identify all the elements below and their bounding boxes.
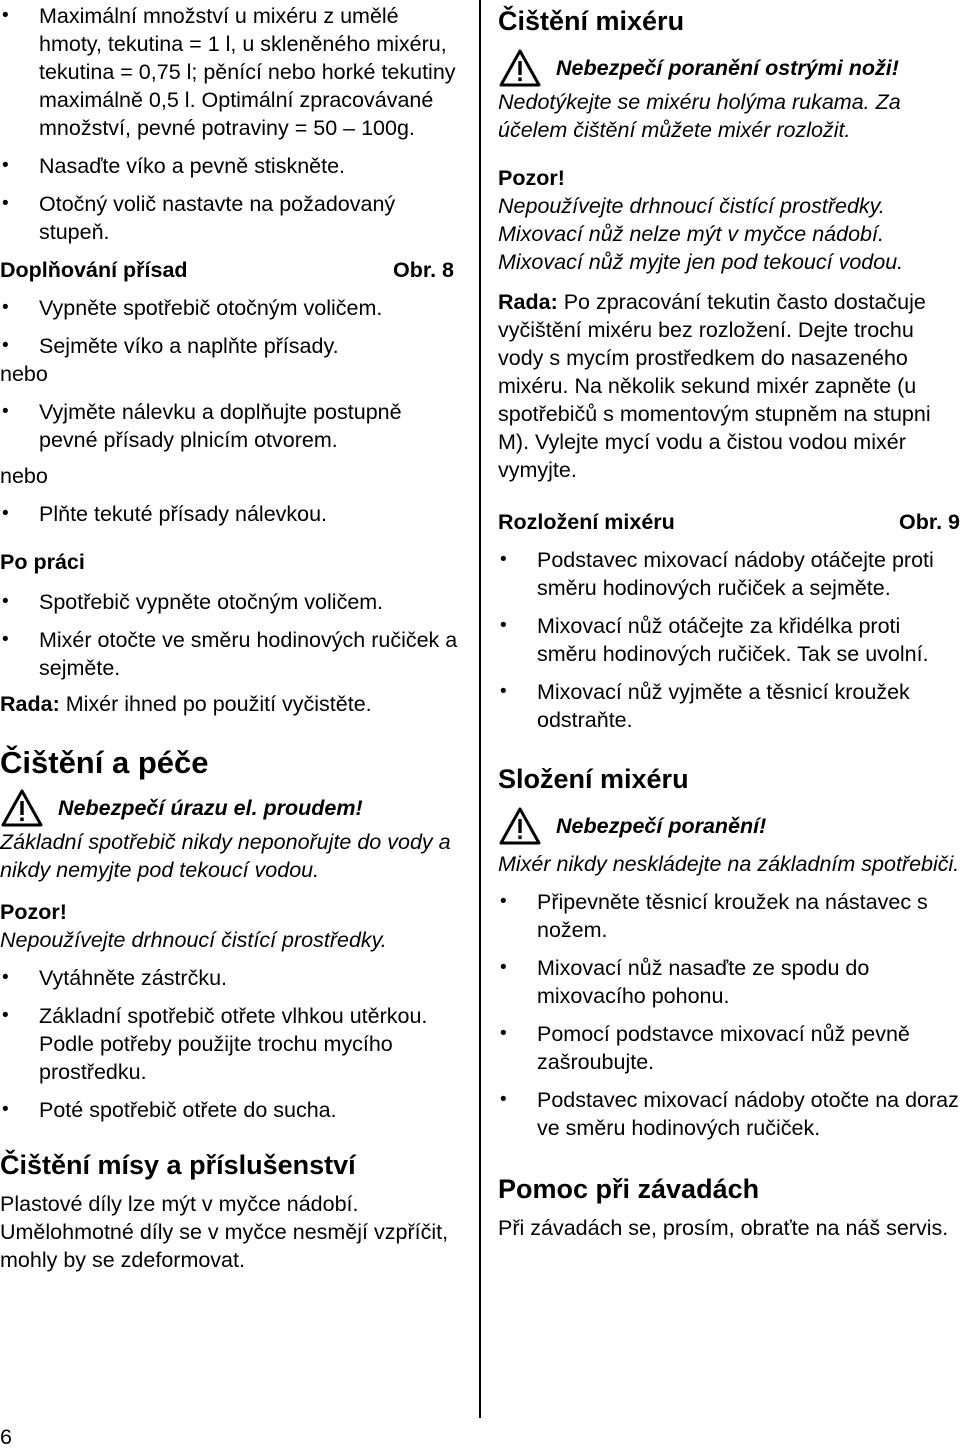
list-item: • Podstavec mixovací nádoby otočte na doraz ve směru hodinových ručiček. <box>498 1086 960 1142</box>
clean-warning-text: Nedotýkejte se mixéru holýma rukama. Za účelem čištění můžete mixér rozložit. <box>498 90 901 142</box>
left-column <box>0 0 462 1274</box>
assemble-warning-text: Mixér nikdy neskládejte na základním spotřebiči. <box>498 852 960 876</box>
list-item: • Mixér otočte ve směru hodinových ručiček a sejměte. <box>0 626 462 682</box>
clean-warning: Nebezpečí poranění ostrými noži! <box>498 48 960 88</box>
disassemble-title: Rozložení mixéru Obr. 9 <box>498 510 960 534</box>
list-item: • Sejměte víko a naplňte přísady. <box>0 332 462 360</box>
page-number: 6 <box>0 1425 12 1449</box>
assemble-heading: Složení mixéru <box>498 764 689 794</box>
list-item: • Mixovací nůž nasaďte ze spodu do mixovacího pohonu. <box>498 954 960 1010</box>
or-text: nebo <box>0 362 48 386</box>
care-warning-text: Základní spotřebič nikdy neponořujte do vody a nikdy nemyjte pod tekoucí vodou. <box>0 830 451 882</box>
or-text: nebo <box>0 464 48 488</box>
help-heading: Pomoc při závadách <box>498 1174 760 1204</box>
warning-triangle-icon <box>0 788 44 828</box>
list-item: • Nasaďte víko a pevně stiskněte. <box>0 152 462 180</box>
list-item: • Připevněte těsnicí kroužek na nástavec s nožem. <box>498 888 960 944</box>
adding-ingredients-title: Doplňování přísad Obr. 8 <box>0 258 454 282</box>
caution-label: Pozor! <box>0 900 67 924</box>
care-warning: Nebezpečí úrazu el. proudem! <box>0 788 462 828</box>
after-bullets <box>0 588 462 682</box>
assemble-bullets <box>498 888 960 1142</box>
list-item: • Vypněte spotřebič otočným voličem. <box>0 294 462 322</box>
list-item: • Pomocí podstavce mixovací nůž pevně zašroubujte. <box>498 1020 960 1076</box>
after-work-title: Po práci <box>0 550 85 574</box>
list-item: • Maximální množství u mixéru z umělé hmoty, tekutina = 1 l, u skleněného mixéru, tekutina = 0,75 l; pěnící nebo horké tekutiny maximálně 0,5 l. Optimální zpracovávané množství, pevné potraviny = 50 – 100g. <box>0 2 462 142</box>
intro-bullets <box>0 152 462 246</box>
help-text: Při závadách se, prosím, obraťte na náš servis. <box>498 1216 949 1240</box>
list-item: • Mixovací nůž otáčejte za křidélka proti směru hodinových ručiček. Tak se uvolní. <box>498 612 960 668</box>
list-item: • Poté spotřebič otřete do sucha. <box>0 1096 462 1124</box>
list-item: • Podstavec mixovací nádoby otáčejte proti směru hodinových ručiček a sejměte. <box>498 546 960 602</box>
bowl-text: Plastové díly lze mýt v myčce nádobí. Umělohmotné díly se v myčce nesmějí vzpříčit, mohly by se zdeformovat. <box>0 1192 449 1272</box>
intro-list <box>0 2 462 142</box>
disassemble-bullets <box>498 546 960 734</box>
right-column <box>498 0 960 1242</box>
list-item: • Mixovací nůž vyjměte a těsnicí kroužek odstraňte. <box>498 678 960 734</box>
assemble-warning: Nebezpečí poranění! <box>498 806 960 846</box>
care-heading: Čištění a péče <box>0 745 209 780</box>
list-item: • Spotřebič vypněte otočným voličem. <box>0 588 462 616</box>
adding-bullets-3 <box>0 500 462 528</box>
bowl-heading: Čištění mísy a příslušenství <box>0 1150 356 1180</box>
warning-triangle-icon <box>498 806 542 846</box>
adding-bullets <box>0 294 462 360</box>
list-item: • Základní spotřebič otřete vlhkou utěrkou. Podle potřeby použijte trochu mycího prostředku. <box>0 1002 462 1086</box>
caution-text: Nepoužívejte drhnoucí čistící prostředky. <box>0 928 387 952</box>
adding-bullets-2 <box>0 398 462 454</box>
care-bullets <box>0 964 462 1124</box>
tip-paragraph: Rada: Mixér ihned po použití vyčistěte. <box>0 692 372 716</box>
warning-triangle-icon <box>498 48 542 88</box>
column-divider <box>479 0 481 1418</box>
list-item: • Otočný volič nastavte na požadovaný stupeň. <box>0 190 462 246</box>
tip-paragraph: Rada: Po zpracování tekutin často dostačuje vyčištění mixéru bez rozložení. Dejte trochu vody s mycím prostředkem do nasazeného mixéru. Na několik sekund mixér zapněte (u spotřebičů s momentovým stupněm na stupni M). Vylejte mycí vodu a čistou vodou mixér vymyjte. <box>498 290 931 482</box>
list-item: • Vyjměte nálevku a doplňujte postupně pevné přísady plnicím otvorem. <box>0 398 462 454</box>
clean-mixer-heading: Čištění mixéru <box>498 6 685 36</box>
caution-label: Pozor! <box>498 166 565 190</box>
caution-text: Nepoužívejte drhnoucí čistící prostředky. Mixovací nůž nelze mýt v myčce nádobí. Mixovací nůž myjte jen pod tekoucí vodou. <box>498 194 904 274</box>
list-item: • Vytáhněte zástrčku. <box>0 964 462 992</box>
list-item: • Plňte tekuté přísady nálevkou. <box>0 500 462 528</box>
